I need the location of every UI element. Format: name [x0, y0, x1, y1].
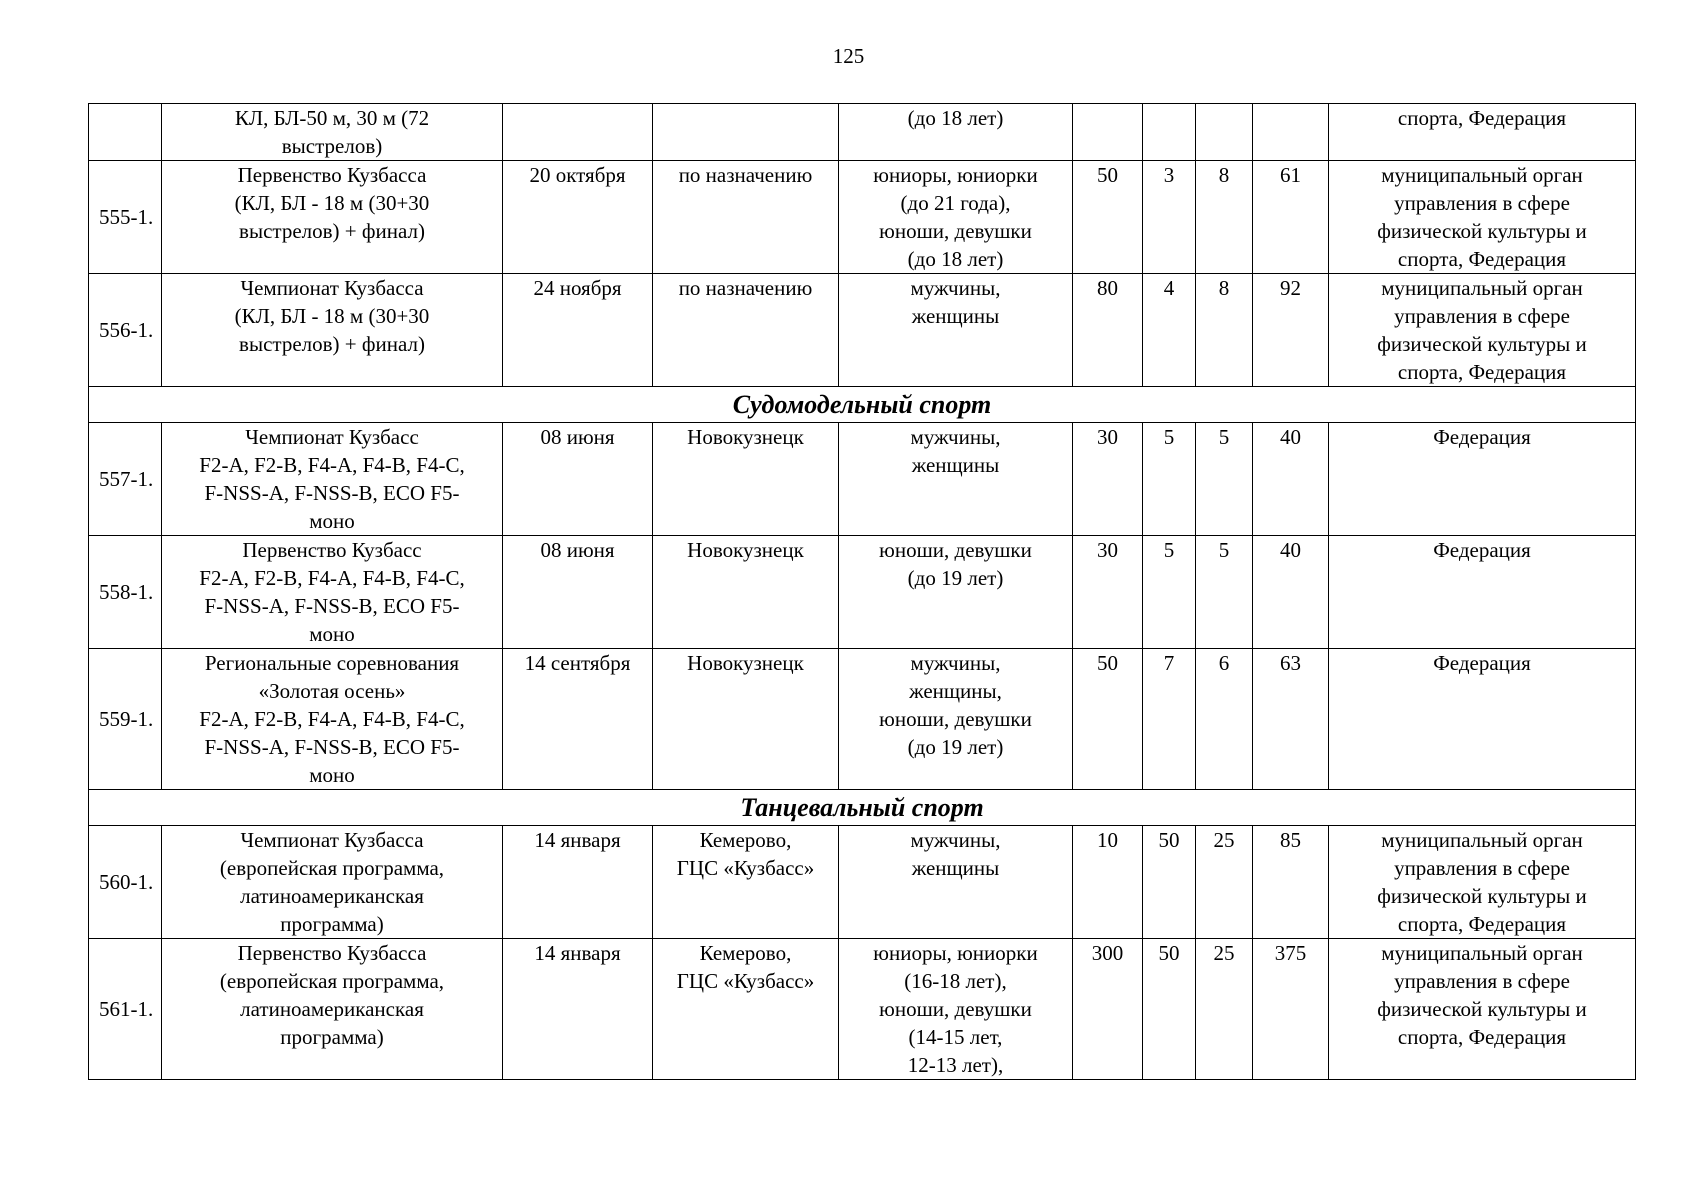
participant-category-line: (до 18 лет) [907, 247, 1004, 271]
event-name-line: Чемпионат Кузбасса [240, 828, 424, 852]
count-1: 10 [1073, 826, 1143, 939]
event-name-line: Региональные соревнования [204, 651, 460, 675]
participant-category-line: (до 19 лет) [907, 566, 1004, 590]
event-date: 14 января [503, 826, 653, 939]
event-name-line: выстрелов) + финал) [239, 332, 425, 356]
event-number: 560-1. [89, 826, 162, 939]
participant-category [839, 104, 1073, 161]
event-number: 557-1. [89, 423, 162, 536]
organizer [1329, 423, 1636, 536]
event-name [162, 826, 503, 939]
event-name-line: F2-A, F2-B, F4-A, F4-B, F4-C, [199, 707, 465, 731]
event-name-line: Первенство Кузбасса [237, 941, 427, 965]
organizer-line: муниципальный орган [1381, 941, 1583, 965]
event-name [162, 536, 503, 649]
table-row [89, 104, 1636, 161]
participant-category-line: мужчины, [910, 276, 1001, 300]
event-place-line: ГЦС «Кузбасс» [676, 856, 815, 880]
count-2: 4 [1143, 274, 1196, 387]
section-title: Судомодельный спорт [89, 387, 1636, 423]
count-total: 63 [1253, 649, 1329, 790]
count-1 [1073, 104, 1143, 161]
organizer-line: физической культуры и [1377, 219, 1587, 243]
event-date: 14 января [503, 939, 653, 1080]
participant-category-line: мужчины, [910, 828, 1001, 852]
event-date: 14 сентября [503, 649, 653, 790]
event-place [653, 104, 839, 161]
event-name-line: (КЛ, БЛ - 18 м (30+30 [234, 304, 430, 328]
count-total: 92 [1253, 274, 1329, 387]
table-row [89, 536, 1636, 649]
event-name-line: Первенство Кузбасс [242, 538, 422, 562]
event-name-line: Первенство Кузбасса [237, 163, 427, 187]
count-total [1253, 104, 1329, 161]
count-3: 5 [1196, 536, 1253, 649]
organizer-line: физической культуры и [1377, 332, 1587, 356]
event-number: 555-1. [89, 161, 162, 274]
organizer-line: спорта, Федерация [1397, 1025, 1567, 1049]
count-3: 25 [1196, 826, 1253, 939]
count-2 [1143, 104, 1196, 161]
event-place [653, 826, 839, 939]
count-1: 30 [1073, 536, 1143, 649]
event-place: по назначению [653, 274, 839, 387]
participant-category-line: женщины, [909, 679, 1002, 703]
organizer [1329, 939, 1636, 1080]
count-1: 50 [1073, 161, 1143, 274]
participant-category-line: юноши, девушки [879, 707, 1032, 731]
participant-category-line: (до 21 года), [900, 191, 1011, 215]
participant-category [839, 939, 1073, 1080]
participant-category-line: (16-18 лет), [904, 969, 1007, 993]
event-number: 561-1. [89, 939, 162, 1080]
organizer [1329, 826, 1636, 939]
count-3: 8 [1196, 274, 1253, 387]
organizer-line: управления в сфере [1394, 856, 1570, 880]
participant-category-line: (до 19 лет) [907, 735, 1004, 759]
organizer-line: Федерация [1433, 425, 1531, 449]
event-place [653, 939, 839, 1080]
count-1: 30 [1073, 423, 1143, 536]
participant-category-line: юноши, девушки [879, 219, 1032, 243]
event-name-line: выстрелов) [281, 134, 383, 158]
event-date: 24 ноября [503, 274, 653, 387]
count-1: 80 [1073, 274, 1143, 387]
event-name-line: моно [309, 622, 355, 646]
count-3: 5 [1196, 423, 1253, 536]
participant-category [839, 161, 1073, 274]
event-name-line: латиноамериканская [240, 884, 424, 908]
event-name-line: выстрелов) + финал) [239, 219, 425, 243]
participant-category-line: 12-13 лет), [907, 1053, 1004, 1077]
organizer-line: спорта, Федерация [1397, 360, 1567, 384]
participant-category [839, 274, 1073, 387]
count-total: 40 [1253, 536, 1329, 649]
participant-category-line: женщины [911, 856, 1000, 880]
event-name [162, 104, 503, 161]
participant-category [839, 649, 1073, 790]
table-row [89, 423, 1636, 536]
organizer-line: Федерация [1433, 538, 1531, 562]
organizer-line: управления в сфере [1394, 304, 1570, 328]
participant-category [839, 826, 1073, 939]
count-1: 50 [1073, 649, 1143, 790]
event-number [89, 104, 162, 161]
event-name-line: Чемпионат Кузбасс [245, 425, 419, 449]
table-row [89, 826, 1636, 939]
participant-category-line: юниоры, юниорки [873, 941, 1038, 965]
event-name-line: (европейская программа, [219, 856, 445, 880]
section-title: Танцевальный спорт [89, 790, 1636, 826]
count-2: 5 [1143, 536, 1196, 649]
event-place: Новокузнецк [653, 536, 839, 649]
event-name [162, 939, 503, 1080]
count-3 [1196, 104, 1253, 161]
count-3: 25 [1196, 939, 1253, 1080]
count-total: 85 [1253, 826, 1329, 939]
organizer [1329, 161, 1636, 274]
event-name [162, 161, 503, 274]
organizer [1329, 536, 1636, 649]
section-header-row [89, 387, 1636, 423]
event-date: 08 июня [503, 423, 653, 536]
events-table-body [89, 104, 1636, 1080]
event-name [162, 423, 503, 536]
organizer-line: Федерация [1433, 651, 1531, 675]
count-3: 8 [1196, 161, 1253, 274]
event-name-line: программа) [280, 912, 384, 936]
participant-category-line: женщины [911, 453, 1000, 477]
event-name-line: моно [309, 509, 355, 533]
table-row [89, 161, 1636, 274]
count-2: 50 [1143, 939, 1196, 1080]
count-total: 40 [1253, 423, 1329, 536]
event-name-line: программа) [280, 1025, 384, 1049]
event-number: 559-1. [89, 649, 162, 790]
organizer-line: управления в сфере [1394, 191, 1570, 215]
event-place-line: ГЦС «Кузбасс» [676, 969, 815, 993]
event-name-line: КЛ, БЛ-50 м, 30 м (72 [234, 106, 430, 130]
organizer-line: физической культуры и [1377, 997, 1587, 1021]
event-name-line: латиноамериканская [240, 997, 424, 1021]
event-place: по назначению [653, 161, 839, 274]
count-2: 50 [1143, 826, 1196, 939]
participant-category-line: женщины [911, 304, 1000, 328]
organizer-line: спорта, Федерация [1397, 106, 1567, 130]
participant-category-line: юноши, девушки [879, 538, 1032, 562]
participant-category [839, 423, 1073, 536]
count-2: 7 [1143, 649, 1196, 790]
count-2: 3 [1143, 161, 1196, 274]
table-row [89, 274, 1636, 387]
event-name [162, 274, 503, 387]
event-place: Новокузнецк [653, 649, 839, 790]
count-1: 300 [1073, 939, 1143, 1080]
event-name-line: моно [309, 763, 355, 787]
organizer [1329, 274, 1636, 387]
organizer-line: муниципальный орган [1381, 276, 1583, 300]
event-name-line: F2-A, F2-B, F4-A, F4-B, F4-C, [199, 566, 465, 590]
event-date: 08 июня [503, 536, 653, 649]
participant-category-line: юниоры, юниорки [873, 163, 1038, 187]
organizer-line: спорта, Федерация [1397, 912, 1567, 936]
organizer-line: физической культуры и [1377, 884, 1587, 908]
event-name-line: Чемпионат Кузбасса [240, 276, 424, 300]
events-table [88, 103, 1636, 1080]
page-number: 125 [832, 44, 865, 68]
section-header-row [89, 790, 1636, 826]
organizer [1329, 649, 1636, 790]
event-number: 556-1. [89, 274, 162, 387]
event-name-line: F2-A, F2-B, F4-A, F4-B, F4-C, [199, 453, 465, 477]
organizer-line: муниципальный орган [1381, 163, 1583, 187]
organizer-line: спорта, Федерация [1397, 247, 1567, 271]
count-3: 6 [1196, 649, 1253, 790]
organizer-line: муниципальный орган [1381, 828, 1583, 852]
participant-category [839, 536, 1073, 649]
table-row [89, 939, 1636, 1080]
event-date [503, 104, 653, 161]
participant-category-line: мужчины, [910, 651, 1001, 675]
event-name-line: F-NSS-A, F-NSS-B, ECO F5- [204, 594, 460, 618]
event-name [162, 649, 503, 790]
event-name-line: (европейская программа, [219, 969, 445, 993]
event-place: Новокузнецк [653, 423, 839, 536]
participant-category-line: мужчины, [910, 425, 1001, 449]
event-name-line: F-NSS-A, F-NSS-B, ECO F5- [204, 481, 460, 505]
count-total: 375 [1253, 939, 1329, 1080]
event-place-line: Кемерово, [699, 941, 792, 965]
event-date: 20 октября [503, 161, 653, 274]
organizer-line: управления в сфере [1394, 969, 1570, 993]
event-name-line: «Золотая осень» [258, 679, 406, 703]
event-name-line: F-NSS-A, F-NSS-B, ECO F5- [204, 735, 460, 759]
participant-category-line: (до 18 лет) [907, 106, 1004, 130]
count-2: 5 [1143, 423, 1196, 536]
count-total: 61 [1253, 161, 1329, 274]
participant-category-line: (14-15 лет, [908, 1025, 1003, 1049]
organizer [1329, 104, 1636, 161]
event-name-line: (КЛ, БЛ - 18 м (30+30 [234, 191, 430, 215]
participant-category-line: юноши, девушки [879, 997, 1032, 1021]
event-number: 558-1. [89, 536, 162, 649]
table-row [89, 649, 1636, 790]
event-place-line: Кемерово, [699, 828, 792, 852]
